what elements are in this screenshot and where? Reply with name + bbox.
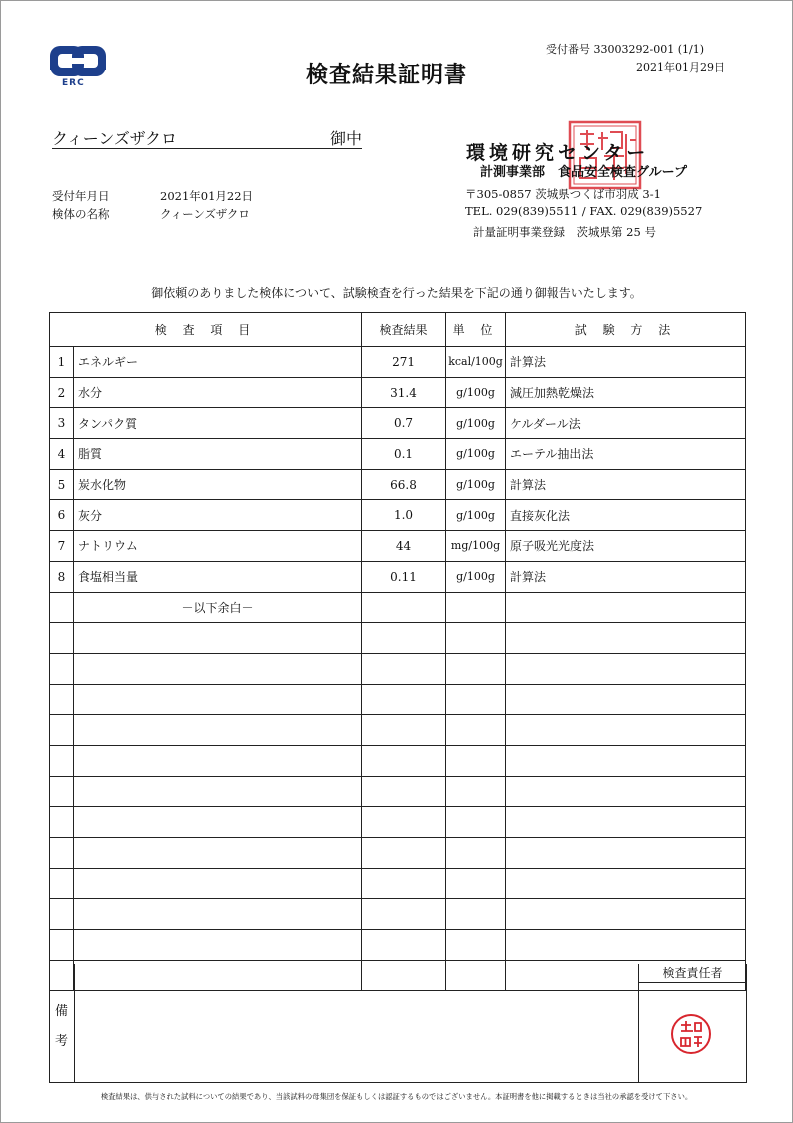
header-method: 試 験 方 法 <box>506 313 746 347</box>
row-method: ケルダール法 <box>506 408 746 439</box>
row-method: 減圧加熱乾燥法 <box>506 377 746 408</box>
row-unit: mg/100g <box>446 531 506 562</box>
empty-row <box>50 838 746 869</box>
company-department: 計測事業部 食品安全検査グループ <box>480 165 687 180</box>
sample-name-label: 検体の名称 <box>52 207 110 221</box>
row-item: ナトリウム <box>74 531 362 562</box>
empty-row <box>50 899 746 930</box>
row-unit: g/100g <box>446 439 506 470</box>
table-row <box>50 500 746 531</box>
row-method: 計算法 <box>506 469 746 500</box>
table-row <box>50 561 746 592</box>
row-unit: g/100g <box>446 377 506 408</box>
client-honorific: 御中 <box>329 129 362 148</box>
empty-row <box>50 623 746 654</box>
company-registration: 計量証明事業登録 茨城県第 25 号 <box>473 225 656 239</box>
row-number: 4 <box>50 439 74 470</box>
row-method: 直接灰化法 <box>506 500 746 531</box>
remarks-label <box>50 964 75 1082</box>
table-row <box>50 439 746 470</box>
row-item: 炭水化物 <box>74 469 362 500</box>
row-method: エーテル抽出法 <box>506 439 746 470</box>
row-result: 271 <box>362 347 446 378</box>
row-number: 1 <box>50 347 74 378</box>
empty-row <box>50 807 746 838</box>
row-unit: kcal/100g <box>446 347 506 378</box>
row-method: 計算法 <box>506 561 746 592</box>
row-result: 0.1 <box>362 439 446 470</box>
empty-row <box>50 776 746 807</box>
row-method: 原子吸光光度法 <box>506 531 746 562</box>
sample-name-value: クィーンズザクロ <box>160 207 250 221</box>
row-result: 0.7 <box>362 408 446 439</box>
row-result: 66.8 <box>362 469 446 500</box>
empty-row <box>50 745 746 776</box>
row-number: 7 <box>50 531 74 562</box>
row-unit: g/100g <box>446 408 506 439</box>
header-item: 検 査 項 目 <box>50 313 362 347</box>
row-item: 脂質 <box>74 439 362 470</box>
empty-row <box>50 684 746 715</box>
row-item: エネルギー <box>74 347 362 378</box>
row-result: 0.11 <box>362 561 446 592</box>
row-result: 31.4 <box>362 377 446 408</box>
table-row-end-note <box>50 592 746 623</box>
row-number: 8 <box>50 561 74 592</box>
remarks-label-char-2: 考 <box>55 1034 69 1049</box>
client-block <box>52 126 362 149</box>
remarks-label-char-1: 備 <box>55 1004 69 1019</box>
empty-row <box>50 868 746 899</box>
row-method: 計算法 <box>506 347 746 378</box>
row-unit: g/100g <box>446 561 506 592</box>
footer-disclaimer: 検査結果は、供与された試料についての結果であり、当該試料の母集団を保証もしくは認証するものではございません。本証明書を他に掲載するときは当社の承認を受けて下さい。 <box>100 1092 693 1101</box>
table-row <box>50 408 746 439</box>
row-number: 2 <box>50 377 74 408</box>
table-row <box>50 531 746 562</box>
company-name: 環境研究センター <box>466 142 650 164</box>
header-unit: 単 位 <box>446 313 506 347</box>
row-unit: g/100g <box>446 500 506 531</box>
reception-date-label: 受付年月日 <box>52 189 110 203</box>
row-number: 3 <box>50 408 74 439</box>
intro-text: 御依頼のありました検体について、試験検査を行った結果を下記の通り御報告いたします。 <box>151 286 642 300</box>
row-item: タンパク質 <box>74 408 362 439</box>
document-title: 検査結果証明書 <box>306 62 468 88</box>
remarks-section <box>49 964 747 1083</box>
row-item: 水分 <box>74 377 362 408</box>
inspector-box <box>638 964 746 1082</box>
empty-row <box>50 930 746 961</box>
company-tel-fax: TEL. 029(839)5511 / FAX. 029(839)5527 <box>465 204 703 218</box>
row-result: 44 <box>362 531 446 562</box>
inspector-seal-stamp <box>669 1012 713 1056</box>
reception-date-value: 2021年01月22日 <box>160 189 254 203</box>
company-address: 〒305-0857 茨城県つくば市羽成 3-1 <box>465 187 661 201</box>
row-number: 6 <box>50 500 74 531</box>
row-item: 食塩相当量 <box>74 561 362 592</box>
results-table <box>49 312 746 991</box>
inspector-label: 検査責任者 <box>639 964 746 983</box>
table-row <box>50 377 746 408</box>
client-name: クィーンズザクロ <box>52 129 177 148</box>
row-number: 5 <box>50 469 74 500</box>
row-item: 灰分 <box>74 500 362 531</box>
empty-row <box>50 653 746 684</box>
issue-date: 2021年01月29日 <box>636 61 725 74</box>
receipt-number: 受付番号 33003292-001 (1/1) <box>546 43 704 56</box>
table-header-row <box>50 313 746 347</box>
row-unit: g/100g <box>446 469 506 500</box>
empty-row <box>50 715 746 746</box>
header-result: 検査結果 <box>362 313 446 347</box>
end-note: －以下余白－ <box>74 592 362 623</box>
logo-text: ERC <box>62 78 85 88</box>
row-result: 1.0 <box>362 500 446 531</box>
table-row <box>50 347 746 378</box>
table-row <box>50 469 746 500</box>
